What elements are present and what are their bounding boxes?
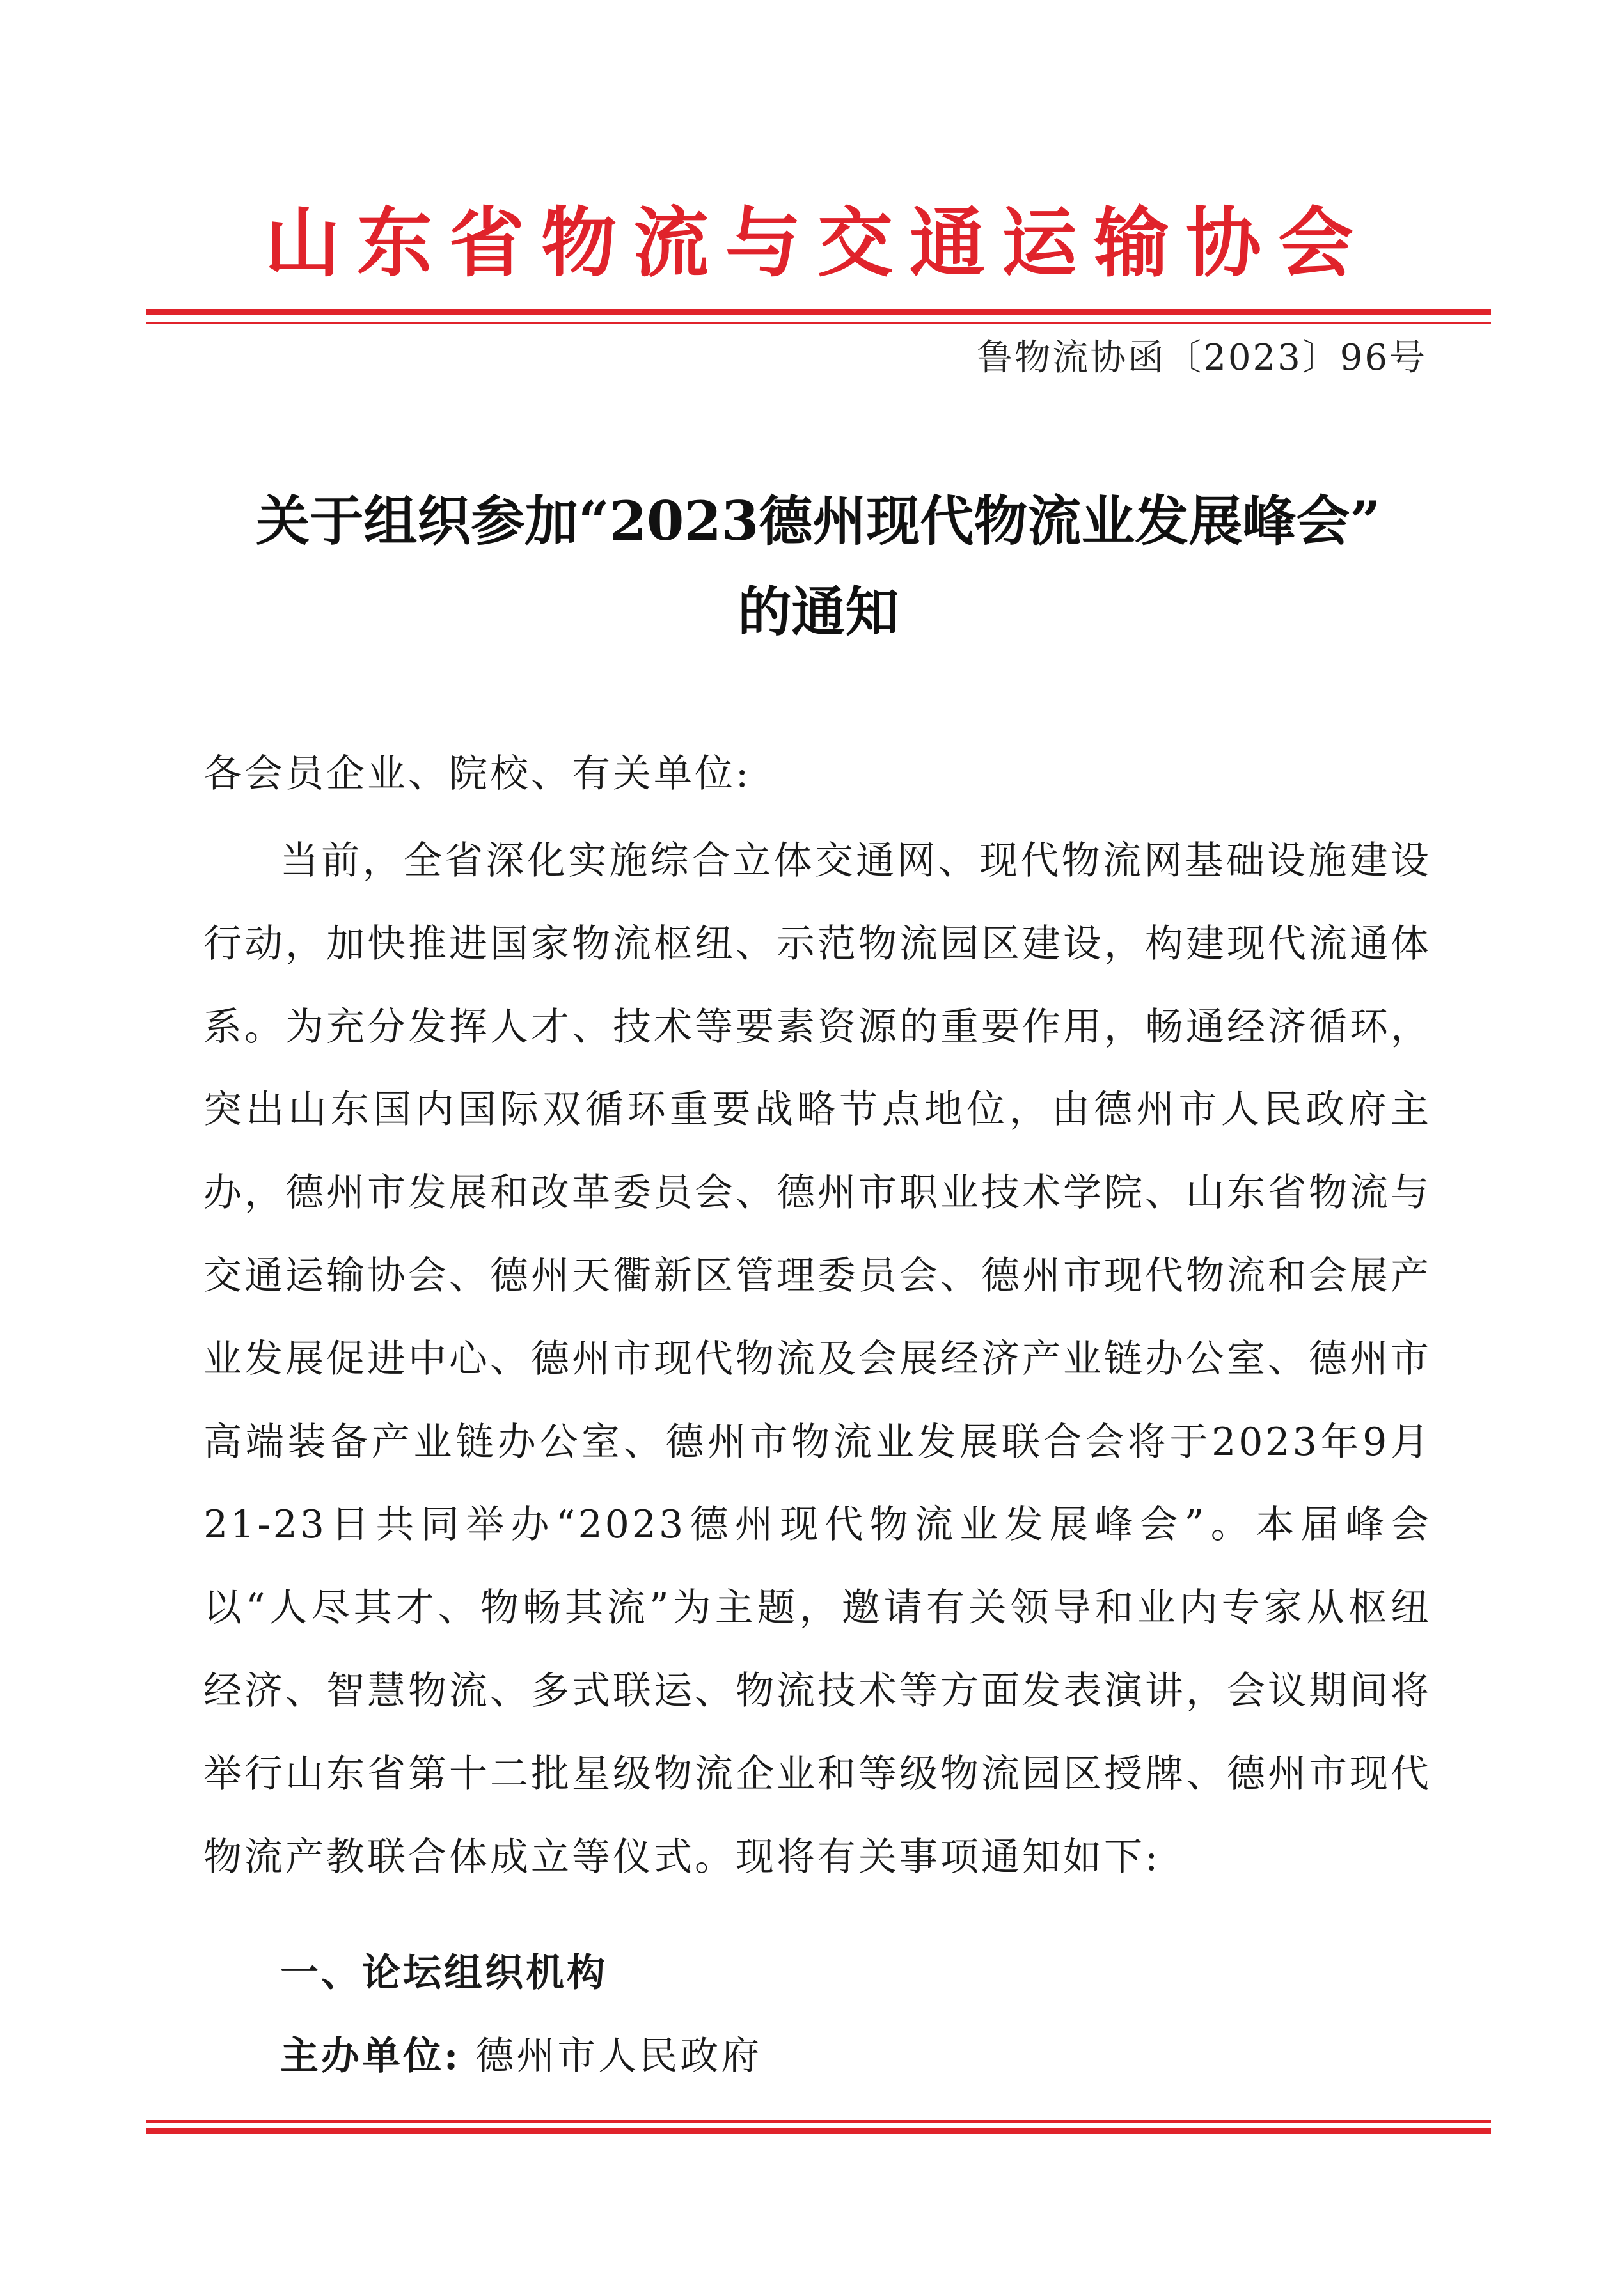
body-paragraph: 当前，全省深化实施综合立体交通网、现代物流网基础设施建设行动，加快推进国家物流枢纽、示范物流园区建设，构建现代流通体系。为充分发挥人才、技术等要素资源的重要作用，畅通经济循环，突出山东国内国际双循环重要战略节点地位，由德州市人民政府主办，德州市发展和改革委员会、德州市职业技术学院、山东省物流与交通运输协会、德州天衢新区管理委员会、德州市现代物流和会展产业发展促进中心、德州市现代物流及会展经济产业链办公室、德州市高端装备产业链办公室、德州市物流业发展联合会将于2023年9月21-23日共同举办“2023德州现代物流业发展峰会”。本届峰会以“人尽其才、物畅其流”为主题，邀请有关领导和业内专家从枢纽经济、智慧物流、多式联运、物流技术等方面发表演讲，会议期间将举行山东省第十二批星级物流企业和等级物流园区授牌、德州市现代物流产教联合体成立等仪式。现将有关事项通知如下: [203,838,1431,1880]
notice-title-line2: 的通知 [737,580,899,643]
organizer-line [280,2021,762,2091]
footer-rule-thick [146,2128,1491,2134]
document-number: 鲁物流协函〔2023〕96号 [977,337,1427,379]
letterhead-rule-thin [146,322,1491,324]
notice-title-line1: 关于组织参加“2023德州现代物流业发展峰会” [256,489,1381,553]
section-heading-organization: 一、论坛组织机构 [280,1951,608,1995]
organizer-value: 德州市人民政府 [475,2034,762,2079]
footer-rule-thin [146,2120,1491,2123]
letterhead-rule-thick [146,309,1491,315]
letterhead-organization: 山东省物流与交通运输协会 [264,198,1370,287]
salutation: 各会员企业、院校、有关单位: [203,751,752,796]
organizer-label: 主办单位: [280,2034,461,2079]
